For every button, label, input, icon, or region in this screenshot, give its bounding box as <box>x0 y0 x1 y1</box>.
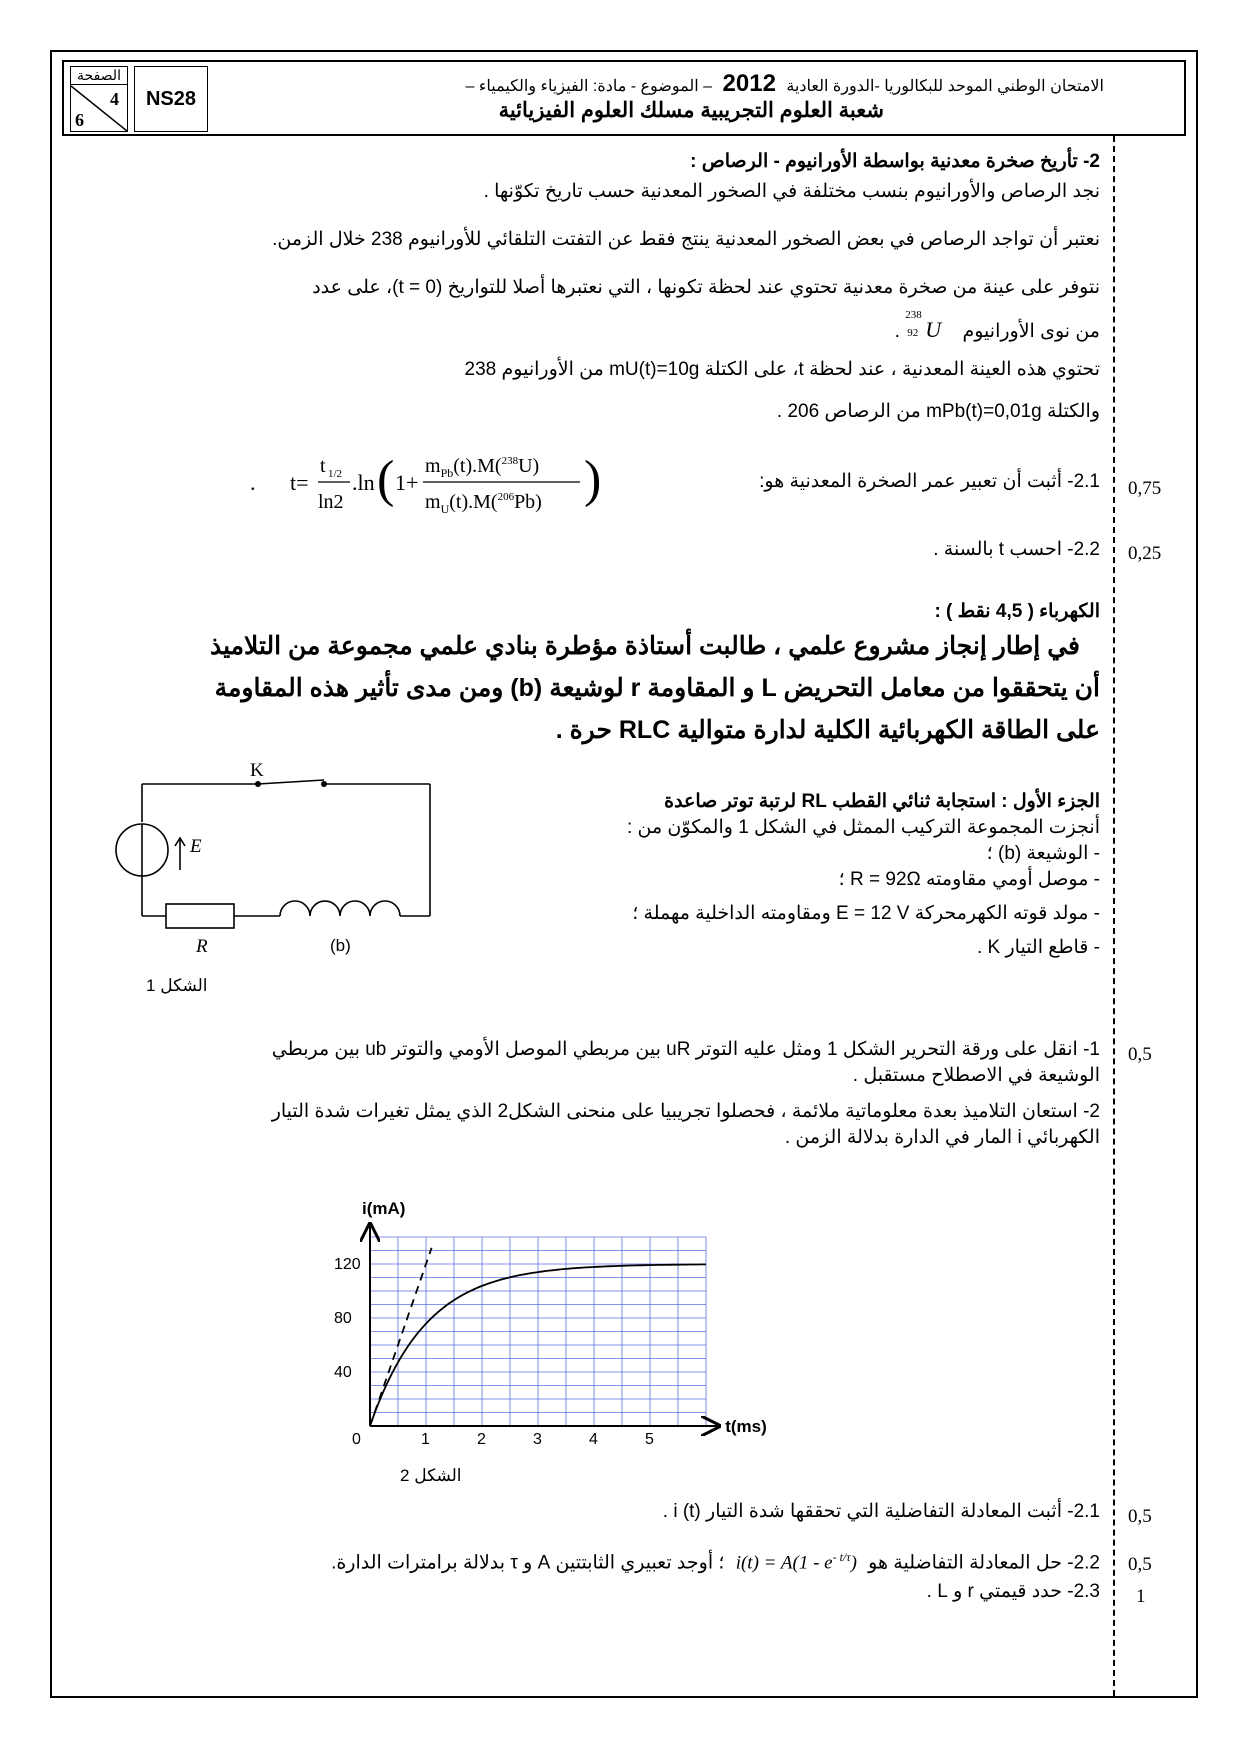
switch-contact-right <box>321 781 327 787</box>
x-tick-label: 2 <box>477 1431 486 1448</box>
label-k: K <box>250 760 264 781</box>
q-2-2-text-a: 2.2- حل المعادلة التفاضلية هو <box>868 1552 1100 1574</box>
q-2-1-score: 0,5 <box>1128 1506 1152 1527</box>
chart-ticks <box>334 1256 654 1448</box>
x-tick-label: 1 <box>421 1431 430 1448</box>
section2-p1: نجد الرصاص والأورانيوم بنسب مختلفة في الصخور المعدنية حسب تاريخ تكوّنها . <box>483 181 1100 202</box>
section2-p2: نعتبر أن تواجد الرصاص في بعض الصخور المعدنية ينتج فقط عن التفتت التلقائي للأورانيوم 238 خلال الزمن. <box>272 229 1100 250</box>
q-2-2-text-b: ؛ أوجد تعبيري الثابتتين A و τ بدلالة برامترات الدارة. <box>331 1552 725 1574</box>
formula-t: t= <box>290 470 309 495</box>
q21-score: 0,75 <box>1128 478 1162 499</box>
age-formula <box>250 440 670 520</box>
part1-intro: أنجزت المجموعة التركيب الممثل في الشكل 1 والمكوّن من : <box>626 817 1100 838</box>
q1-line-2: الوشيعة في الاصطلاح مستقبل . <box>852 1065 1100 1086</box>
fig2-caption: الشكل 2 <box>400 1466 462 1485</box>
intro-line-1: في إطار إنجاز مشروع علمي ، طالبت أستاذة مؤطرة بنادي علمي مجموعة من التلاميذ <box>209 632 1080 660</box>
section2-p5: تحتوي هذه العينة المعدنية ، عند لحظة t، على الكتلة mU(t)=10g من الأورانيوم 238 <box>464 359 1100 380</box>
fig1-caption: الشكل 1 <box>146 976 208 995</box>
x-axis-label: t(ms) <box>725 1417 767 1436</box>
label-b: (b) <box>330 936 351 955</box>
q1-line-1: 1- انقل على ورقة التحرير الشكل 1 ومثل عليه التوتر uR بين مربطي الموصل الأومي والتوتر ub بين مربطي <box>271 1039 1100 1060</box>
current-chart <box>334 1160 840 1460</box>
formula-thalf: t <box>320 455 326 477</box>
uranium-atomic-number: 92 <box>907 327 919 339</box>
header-line-2: شعبة العلوم التجريبية مسلك العلوم الفيزيائية <box>498 99 884 122</box>
component-item-2: - موصل أومي مقاومته R = 92Ω ؛ <box>838 869 1100 890</box>
q-2-3-text: 2.3- حدد قيمتي r و L . <box>926 1581 1100 1602</box>
intro-line-2: أن يتحققوا من معامل التحريض L و المقاومة r لوشيعة (b) ومن مدى تأثير هذه المقاومة <box>214 674 1100 702</box>
header-line-1-a: الامتحان الوطني الموحد للبكالوريا -الدورة العادية <box>786 78 1104 95</box>
x-tick-label: 0 <box>352 1431 361 1448</box>
uranium-symbol: U <box>925 317 942 342</box>
component-item-3: - مولد قوته الكهرمحركة E = 12 V ومقاومته الداخلية مهملة ؛ <box>632 903 1100 924</box>
formula-paren-left: ( <box>377 451 395 508</box>
header-line-1-b: – الموضوع - مادة: الفيزياء والكيمياء – <box>465 78 713 95</box>
uranium-nuclide <box>905 309 947 345</box>
label-r: R <box>196 936 208 957</box>
formula-ln: .ln <box>352 470 375 495</box>
page-total: 6 <box>75 110 84 130</box>
q21-text: 2.1- أثبت أن تعبير عمر الصخرة المعدنية هو: <box>759 471 1100 492</box>
x-tick-label: 5 <box>645 1431 654 1448</box>
q22-text: 2.2- احسب t بالسنة . <box>933 539 1100 560</box>
q-2-2-line <box>331 1550 1100 1576</box>
intro-line-3: على الطاقة الكهربائية الكلية لدارة متوالية RLC حرة . <box>555 716 1100 744</box>
q-2-1-text: 2.1- أثبت المعادلة التفاضلية التي تحققها شدة التيار i (t) . <box>662 1501 1100 1522</box>
part1-title: الجزء الأول : استجابة ثنائي القطب RL لرتبة توتر صاعدة <box>664 791 1100 812</box>
page-number-box <box>70 66 128 132</box>
solution-formula: $i(t) = A(1 - e^{- t/\tau})$ <box>735 1550 857 1574</box>
margin-divider <box>1113 136 1115 1696</box>
exam-header <box>62 60 1186 136</box>
formula-dot: . <box>250 470 256 495</box>
q2-line-1: 2- استعان التلاميذ بعدة معلوماتية ملائمة ، فحصلوا تجريبيا على منحنى الشكل2 الذي يمثل تغيرات شدة التيار <box>271 1101 1100 1122</box>
component-item-4: - قاطع التيار K . <box>976 937 1100 958</box>
formula-paren-right: ) <box>584 451 602 508</box>
q-2-3-score: 1 <box>1136 1586 1146 1607</box>
section2-p4-text: من نوى الأورانيوم <box>962 321 1100 342</box>
exam-code: NS28 <box>134 66 208 132</box>
circuit-diagram <box>100 760 460 920</box>
header-year: 2012 <box>722 70 776 97</box>
section2-title: 2- تأريخ صخرة معدنية بواسطة الأورانيوم - الرصاص : <box>690 151 1100 172</box>
uranium-mass-number: 238 <box>905 309 922 321</box>
y-tick-label: 80 <box>334 1310 352 1327</box>
electricity-title: الكهرباء ( 4,5 نقط ) : <box>934 601 1100 622</box>
page-label: الصفحة <box>71 67 127 85</box>
label-e: E <box>190 836 202 857</box>
coil-icon <box>280 901 400 916</box>
y-tick-label: 120 <box>334 1256 361 1273</box>
section2-p4: من نوى الأورانيوم 238 92 U . <box>895 316 1100 345</box>
section2-p3: نتوفر على عينة من صخرة معدنية تحتوي عند لحظة تكونها ، التي نعتبرها أصلا للتواريخ (t = 0)، على عدد <box>312 277 1100 298</box>
y-tick-label: 40 <box>334 1364 352 1381</box>
page-number: 4 <box>110 89 119 109</box>
q-2-2-score: 0,5 <box>1128 1554 1152 1575</box>
component-item-1: - الوشيعة (b) ؛ <box>986 843 1100 864</box>
section2-p6: والكتلة mPb(t)=0,01g من الرصاص 206 . <box>776 401 1100 422</box>
header-line-1 <box>466 70 1104 98</box>
formula-numerator: $m_{Pb}(t).M(^{238}U)$ <box>425 455 540 480</box>
q1-score: 0,5 <box>1128 1044 1152 1065</box>
formula-denominator: $m_U(t).M(^{206}Pb)$ <box>425 491 542 516</box>
x-tick-label: 4 <box>589 1431 598 1448</box>
x-tick-label: 3 <box>533 1431 542 1448</box>
q22-score: 0,25 <box>1128 543 1162 564</box>
formula-one-plus: 1+ <box>395 470 419 495</box>
q2-line-2: الكهربائي i المار في الدارة بدلالة الزمن . <box>784 1127 1100 1148</box>
formula-thalf-sub: 1/2 <box>328 468 343 480</box>
switch-k <box>258 780 324 784</box>
y-axis-label: i(mA) <box>362 1199 406 1219</box>
formula-ln2: ln2 <box>318 491 344 513</box>
